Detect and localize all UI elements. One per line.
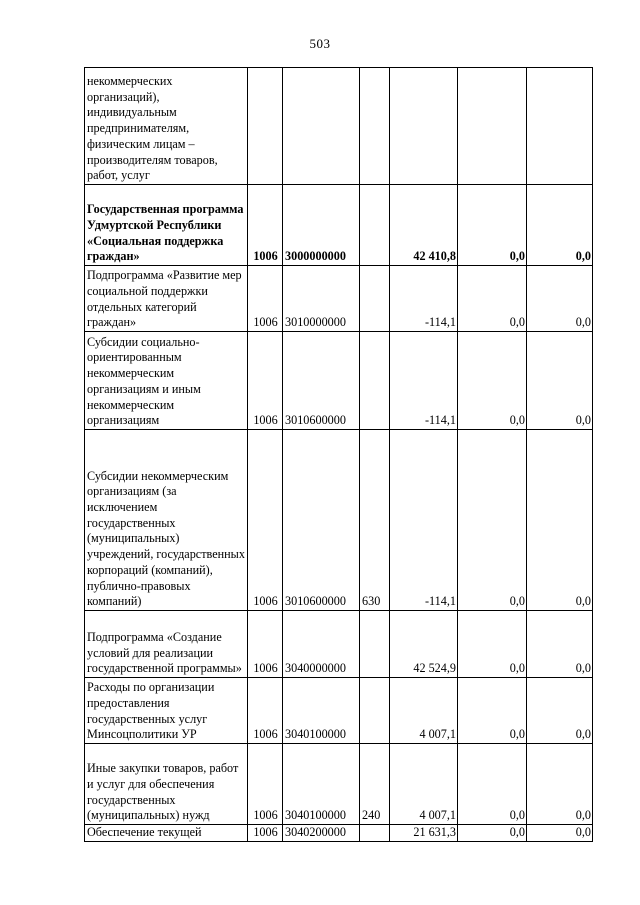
row-expense-type: [360, 678, 390, 744]
row-name: Расходы по организации предоставления государственных услуг Минсоцполитики УР: [85, 678, 248, 744]
row-section-code: 1006: [248, 825, 283, 842]
row-target-code: 3010600000: [283, 332, 360, 430]
row-sum-3: 0,0: [527, 266, 593, 332]
row-sum-3: [527, 68, 593, 185]
row-target-code: 3040100000: [283, 744, 360, 825]
row-name: Подпрограмма «Развитие мер социальной поддержки отдельных категорий граждан»: [85, 266, 248, 332]
table-row: [85, 611, 593, 678]
row-section-code: 1006: [248, 744, 283, 825]
row-sum-2: 0,0: [458, 611, 527, 678]
row-sum-3: 0,0: [527, 825, 593, 842]
row-sum-2: 0,0: [458, 825, 527, 842]
row-sum-1: -114,1: [390, 332, 458, 430]
row-expense-type: [360, 825, 390, 842]
row-target-code: 3010000000: [283, 266, 360, 332]
row-target-code: 3040200000: [283, 825, 360, 842]
row-name: Подпрограмма «Создание условий для реализации государственной программы»: [85, 611, 248, 678]
row-sum-2: 0,0: [458, 185, 527, 266]
table-row: [85, 266, 593, 332]
row-expense-type: [360, 68, 390, 185]
table-row: [85, 744, 593, 825]
row-sum-1: 21 631,3: [390, 825, 458, 842]
table-row: [85, 332, 593, 430]
row-target-code: 3040000000: [283, 611, 360, 678]
row-name: Государственная программа Удмуртской Республики «Социальная поддержка граждан»: [85, 185, 248, 266]
row-target-code: 3000000000: [283, 185, 360, 266]
budget-table: [84, 67, 593, 842]
row-expense-type: [360, 266, 390, 332]
row-sum-1: -114,1: [390, 430, 458, 611]
row-target-code: 3010600000: [283, 430, 360, 611]
row-sum-2: 0,0: [458, 678, 527, 744]
row-expense-type: [360, 611, 390, 678]
table-row: [85, 185, 593, 266]
page-number: 503: [309, 36, 331, 51]
row-sum-1: 42 410,8: [390, 185, 458, 266]
row-sum-3: 0,0: [527, 430, 593, 611]
row-name: Субсидии социально-ориентированным некоммерческим организациям и иным некоммерческим организациям: [85, 332, 248, 430]
row-target-code: 3040100000: [283, 678, 360, 744]
row-section-code: 1006: [248, 266, 283, 332]
row-name: Обеспечение текущей: [85, 825, 248, 842]
row-sum-2: 0,0: [458, 266, 527, 332]
row-sum-2: 0,0: [458, 744, 527, 825]
row-name: Иные закупки товаров, работ и услуг для обеспечения государственных (муниципальных) нужд: [85, 744, 248, 825]
row-expense-type: 240: [360, 744, 390, 825]
row-expense-type: 630: [360, 430, 390, 611]
row-sum-2: [458, 68, 527, 185]
row-section-code: 1006: [248, 430, 283, 611]
row-section-code: 1006: [248, 611, 283, 678]
row-sum-3: 0,0: [527, 611, 593, 678]
table-row: [85, 68, 593, 185]
row-sum-3: 0,0: [527, 332, 593, 430]
row-section-code: 1006: [248, 678, 283, 744]
row-sum-2: 0,0: [458, 332, 527, 430]
table-row: [85, 825, 593, 842]
row-expense-type: [360, 185, 390, 266]
row-expense-type: [360, 332, 390, 430]
row-sum-1: -114,1: [390, 266, 458, 332]
row-section-code: 1006: [248, 332, 283, 430]
row-sum-1: [390, 68, 458, 185]
row-section-code: 1006: [248, 185, 283, 266]
row-section-code: [248, 68, 283, 185]
row-sum-3: 0,0: [527, 678, 593, 744]
row-sum-1: 42 524,9: [390, 611, 458, 678]
row-name: Субсидии некоммерческим организациям (за исключением государственных (муниципальных) учреждений, государственных корпораций (компаний), публично-правовых компаний): [85, 430, 248, 611]
row-target-code: [283, 68, 360, 185]
row-sum-1: 4 007,1: [390, 678, 458, 744]
table-row: [85, 678, 593, 744]
row-sum-2: 0,0: [458, 430, 527, 611]
row-name: некоммерческих организаций), индивидуальным предпринимателям, физическим лицам – производителям товаров, работ, услуг: [85, 68, 248, 185]
table-row: [85, 430, 593, 611]
row-sum-1: 4 007,1: [390, 744, 458, 825]
row-sum-3: 0,0: [527, 185, 593, 266]
row-sum-3: 0,0: [527, 744, 593, 825]
